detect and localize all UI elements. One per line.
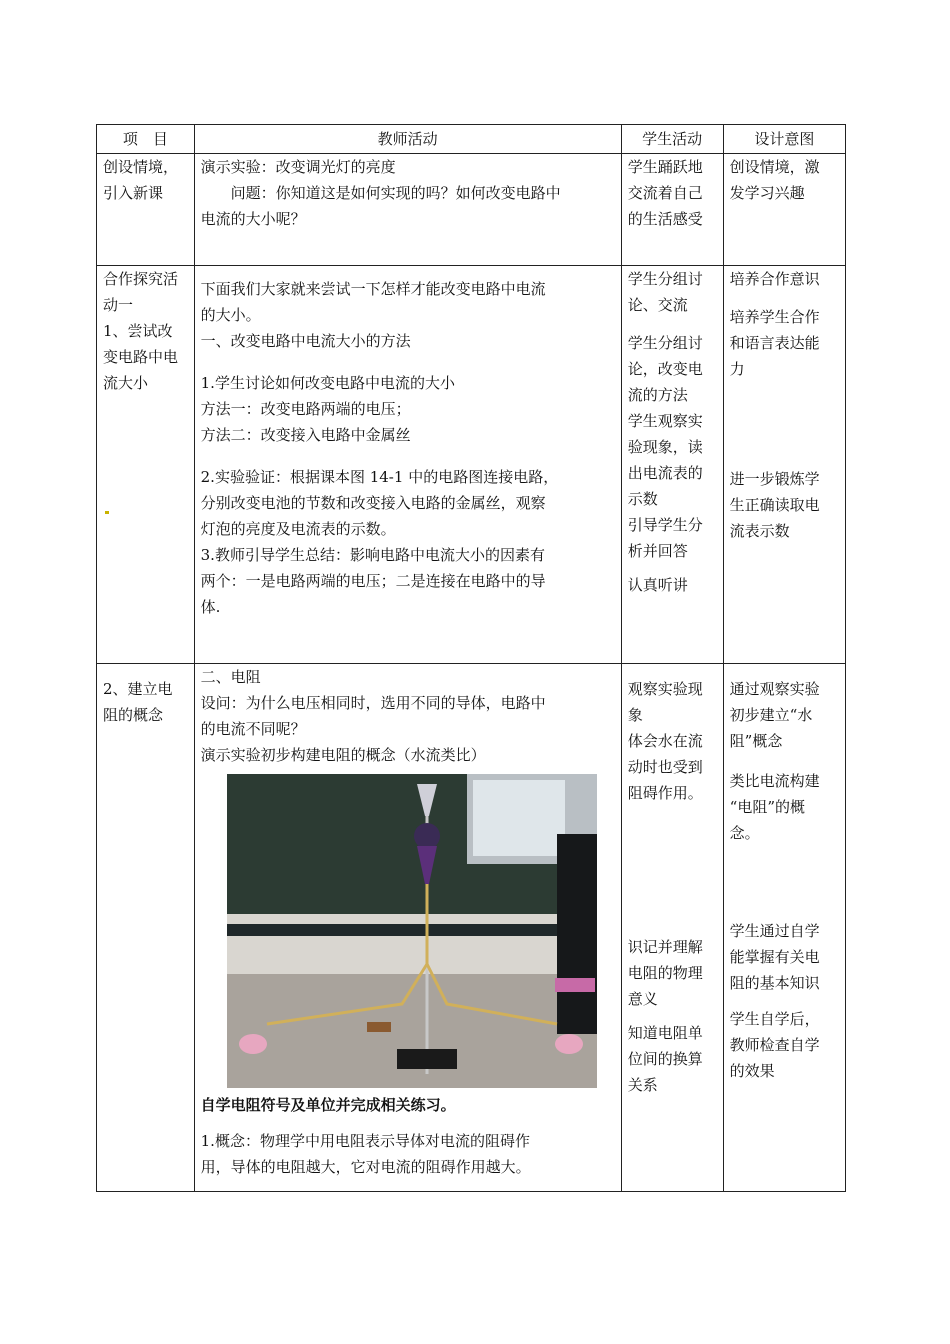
text-line: 验现象，读	[627, 438, 703, 456]
header-item: 项 目	[97, 125, 195, 154]
row-resistance	[97, 664, 846, 1192]
row-situation	[97, 154, 846, 266]
text-line: 认真听讲	[627, 576, 688, 594]
text-line: 阻的基本知识	[729, 974, 820, 992]
text-line: 阻的概念	[103, 706, 164, 724]
text-line: 论、交流	[627, 296, 688, 314]
text-line: 初步建立“水	[729, 706, 813, 724]
text-line: 学生分组讨	[627, 270, 703, 288]
text-line: 流的方法	[627, 386, 688, 404]
row1-student	[621, 154, 723, 266]
text-line: 进一步锻炼学	[729, 470, 820, 488]
section-heading: 二、电阻	[200, 668, 261, 686]
text-line: 的电流不同呢？	[200, 720, 306, 738]
text-line: 能掌握有关电	[729, 948, 820, 966]
text-line: 观察实验现	[627, 680, 703, 698]
text-line: 的大小。	[200, 306, 261, 324]
header-row	[97, 125, 846, 154]
row2-item	[97, 266, 195, 664]
text-line: 学生踊跃地	[627, 158, 703, 176]
text-line: 1.概念：物理学中用电阻表示导体对电流的阻碍作	[200, 1132, 530, 1150]
text-line: 发学习兴趣	[729, 184, 805, 202]
text-line: 引导学生分	[627, 516, 703, 534]
text-line: 流表示数	[729, 522, 790, 540]
row2-student	[621, 266, 723, 664]
text-line: 3.教师引导学生总结：影响电路中电流大小的因素有	[200, 546, 545, 564]
row2-intent	[723, 266, 845, 664]
text-line: 学生通过自学	[729, 922, 820, 940]
funnel-apparatus-image	[227, 774, 597, 1088]
text-line: 1、尝试改	[103, 322, 173, 340]
header-student: 学生活动	[621, 125, 723, 154]
text-line: 培养学生合作	[729, 308, 820, 326]
section-heading: 一、改变电路中电流大小的方法	[200, 332, 411, 350]
text-line: 演示实验：改变调光灯的亮度	[200, 158, 396, 176]
text-line: 引入新课	[103, 184, 164, 202]
text-line: 识记并理解	[627, 938, 703, 956]
text-line: 培养合作意识	[729, 270, 820, 288]
row1-teacher	[194, 154, 621, 266]
text-line: 示数	[627, 490, 658, 508]
text-line: 变电路中电	[103, 348, 179, 366]
text-line: 电流的大小呢？	[200, 210, 306, 228]
text-line: 阻碍作用。	[627, 784, 703, 802]
row2-teacher	[194, 266, 621, 664]
text-line: 体.	[200, 598, 221, 616]
text-line: 学生观察实	[627, 412, 703, 430]
text-line: 方法一：改变电路两端的电压；	[200, 400, 411, 418]
header-intent: 设计意图	[723, 125, 845, 154]
text-line: 电阻的物理	[627, 964, 703, 982]
text-line: 关系	[627, 1076, 658, 1094]
text-line: 灯泡的亮度及电流表的示数。	[200, 520, 396, 538]
text-line: 生正确读取电	[729, 496, 820, 514]
text-line: 用，导体的电阻越大，它对电流的阻碍作用越大。	[200, 1158, 531, 1176]
text-line: 设问：为什么电压相同时，选用不同的导体，电路中	[200, 694, 546, 712]
text-line: 力	[729, 360, 745, 378]
row-explore	[97, 266, 846, 664]
row3-intent	[723, 664, 845, 1192]
text-line: 动一	[103, 296, 134, 314]
text-line: 2.实验验证：根据课本图 14-1 中的电路图连接电路，	[200, 468, 559, 486]
text-line: 合作探究活	[103, 270, 179, 288]
text-line: 出电流表的	[627, 464, 703, 482]
text-line: 创设情境，	[103, 158, 179, 176]
text-line: 两个：一是电路两端的电压；二是连接在电路中的导	[200, 572, 546, 590]
text-line: 阻”概念	[729, 732, 783, 750]
text-line: 类比电流构建	[729, 772, 820, 790]
text-line: 分别改变电池的节数和改变接入电路的金属丝，观察	[200, 494, 546, 512]
text-line: 创设情境，激	[729, 158, 820, 176]
text-line: 交流着自己	[627, 184, 703, 202]
text-line: 意义	[627, 990, 658, 1008]
text-line: 学生自学后，	[729, 1010, 820, 1028]
text-line: 问题：你知道这是如何实现的吗？如何改变电路中	[230, 184, 561, 202]
text-line: 1.学生讨论如何改变电路中电流的大小	[200, 374, 455, 392]
text-line: 的效果	[729, 1062, 775, 1080]
text-line: 动时也受到	[627, 758, 703, 776]
row3-teacher	[194, 664, 621, 1192]
text-line: 教师检查自学	[729, 1036, 820, 1054]
text-line: 学生分组讨	[627, 334, 703, 352]
text-line: 知道电阻单	[627, 1024, 703, 1042]
text-line: 析并回答	[627, 542, 688, 560]
text-line: 论，改变电	[627, 360, 703, 378]
bold-instruction: 自学电阻符号及单位并完成相关练习。	[200, 1096, 456, 1114]
row3-student	[621, 664, 723, 1192]
text-line: 通过观察实验	[729, 680, 820, 698]
text-line: 下面我们大家就来尝试一下怎样才能改变电路中电流	[200, 280, 546, 298]
header-teacher: 教师活动	[194, 125, 621, 154]
text-line: “电阻”的概	[729, 798, 805, 816]
row3-item	[97, 664, 195, 1192]
text-line: 的生活感受	[627, 210, 703, 228]
text-line: 位间的换算	[627, 1050, 703, 1068]
row1-item	[97, 154, 195, 266]
text-line: 演示实验初步构建电阻的概念（水流类比）	[200, 746, 486, 764]
stray-mark	[105, 511, 109, 514]
text-line: 象	[627, 706, 643, 724]
text-line: 流大小	[103, 374, 149, 392]
text-line: 念。	[729, 824, 760, 842]
text-line: 方法二：改变接入电路中金属丝	[200, 426, 411, 444]
text-line: 体会水在流	[627, 732, 703, 750]
row1-intent	[723, 154, 845, 266]
text-line: 和语言表达能	[729, 334, 820, 352]
lesson-plan-table	[96, 124, 846, 1192]
experiment-photo	[227, 774, 597, 1088]
text-line: 2、建立电	[103, 680, 173, 698]
